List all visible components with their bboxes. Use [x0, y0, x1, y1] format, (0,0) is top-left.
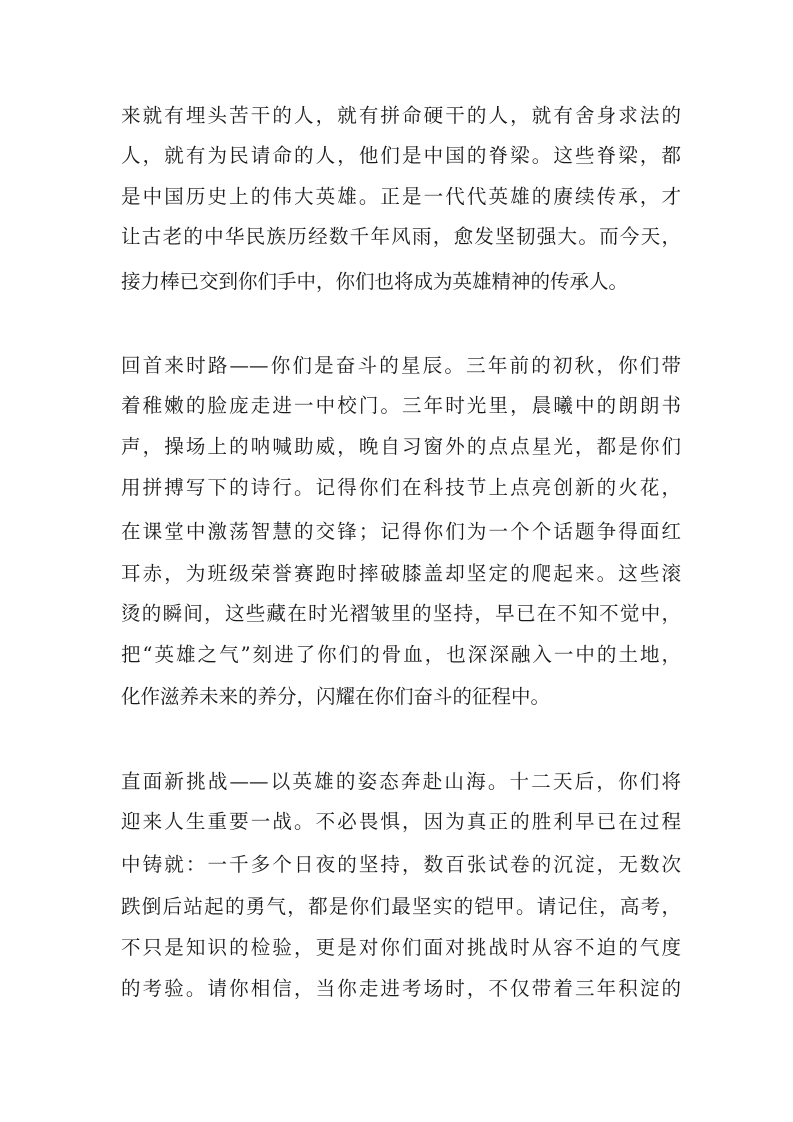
text-line: 人，就有为民请命的人，他们是中国的脊梁。这些脊梁，都 — [121, 144, 681, 167]
text-line: 化作滋养未来的养分，闪耀在你们奋斗的征程中。 — [121, 685, 551, 708]
text-line: 迎来人生重要一战。不必畏惧，因为真正的胜利早已在过程 — [121, 810, 681, 833]
text-line: 着稚嫩的脸庞走进一中校门。三年时光里，晨曦中的朗朗书 — [121, 394, 681, 417]
text-line: 中铸就：一千多个日夜的坚持，数百张试卷的沉淀，无数次 — [121, 853, 681, 876]
text-line: 用拼搏写下的诗行。记得你们在科技节上点亮创新的火花， — [121, 476, 681, 499]
text-line: 回首来时路——你们是奋斗的星辰。三年前的初秋，你们带 — [121, 354, 681, 377]
text-line: 不只是知识的检验，更是对你们面对挑战时从容不迫的气度 — [121, 936, 681, 959]
text-line: 声，操场上的呐喊助威，晚自习窗外的点点星光，都是你们 — [121, 435, 681, 458]
text-line: 耳赤，为班级荣誉赛跑时摔破膝盖却坚定的爬起来。这些滚 — [121, 562, 681, 585]
text-line: 把“英雄之气”刻进了你们的骨血，也深深融入一中的土地， — [121, 643, 681, 666]
text-line: 让古老的中华民族历经数千年风雨，愈发坚韧强大。而今天， — [121, 225, 681, 248]
text-line: 直面新挑战——以英雄的姿态奔赴山海。十二天后，你们将 — [121, 770, 681, 793]
text-line: 是中国历史上的伟大英雄。正是一代代英雄的赓续传承，才 — [121, 185, 681, 208]
text-line: 烫的瞬间，这些藏在时光褶皱里的坚持，早已在不知不觉中， — [121, 602, 681, 625]
text-line: 跌倒后站起的勇气，都是你们最坚实的铠甲。请记住，高考， — [121, 895, 681, 918]
text-line: 在课堂中激荡智慧的交锋；记得你们为一个个话题争得面红 — [121, 520, 681, 543]
text-line: 接力棒已交到你们手中，你们也将成为英雄精神的传承人。 — [121, 270, 629, 293]
text-line: 的考验。请你相信，当你走进考场时，不仅带着三年积淀的 — [121, 977, 681, 1000]
text-line: 来就有埋头苦干的人，就有拼命硬干的人，就有舍身求法的 — [121, 104, 681, 127]
